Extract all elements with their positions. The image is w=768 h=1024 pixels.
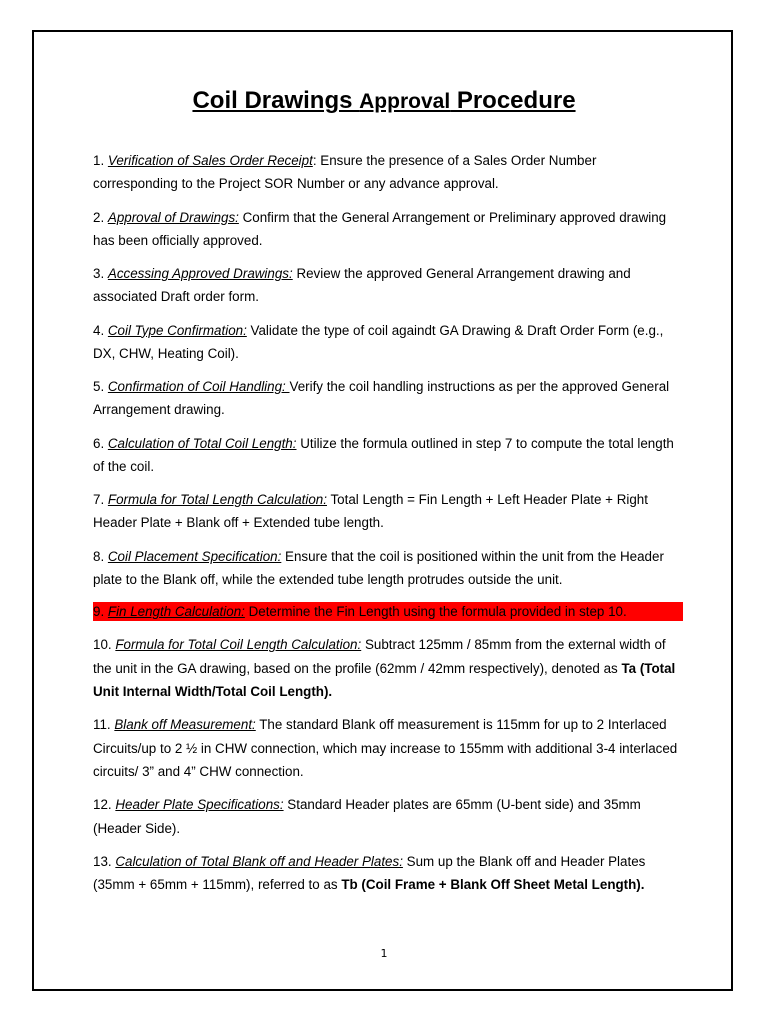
page-number: 1 — [380, 947, 388, 960]
document-title: Coil Drawings Approval Procedure — [192, 87, 576, 114]
step-11: 11. Blank off Measurement: The standard Blank off measurement is 115mm for up to 2 Interlaced Circuits/up to 2 ½ in CHW connection, which may increase to 155mm with additional 3-4 interlaced circuits/ 3” and 4” CHW connection. — [93, 717, 678, 780]
step-2: 2. Approval of Drawings: Confirm that the General Arrangement or Preliminary approved drawing has been officially approved. — [93, 209, 667, 248]
step-1: 1. Verification of Sales Order Receipt: Ensure the presence of a Sales Order Number corresponding to the Project SOR Number or any advance approval. — [93, 153, 597, 192]
step-5: 5. Confirmation of Coil Handling: Verify the coil handling instructions as per the approved General Arrangement drawing. — [93, 379, 670, 418]
step-13: 13. Calculation of Total Blank off and Header Plates: Sum up the Blank off and Header Plates (35mm + 65mm + 115mm), referred to as Tb (Coil Frame + Blank Off Sheet Metal Length). — [93, 853, 646, 893]
step-6: 6. Calculation of Total Coil Length: Utilize the formula outlined in step 7 to compute the total length of the coil. — [93, 435, 674, 474]
step-4: 4. Coil Type Confirmation: Validate the type of coil againdt GA Drawing & Draft Order Form (e.g., DX, CHW, Heating Coil). — [93, 322, 664, 361]
step-12: 12. Header Plate Specifications: Standard Header plates are 65mm (U-bent side) and 35mm (Header Side). — [93, 797, 641, 836]
step-9-highlighted: 9. Fin Length Calculation: Determine the Fin Length using the formula provided in step 10. — [93, 602, 683, 621]
step-10: 10. Formula for Total Coil Length Calculation: Subtract 125mm / 85mm from the external width of the unit in the GA drawing, based on the profile (62mm / 42mm respectively), denoted as Ta (Total Unit Internal Width/Total Coil Length). — [93, 637, 676, 700]
step-7: 7. Formula for Total Length Calculation: Total Length = Fin Length + Left Header Plate + Right Header Plate + Blank off + Extended tube length. — [93, 492, 648, 531]
procedure-steps — [93, 149, 683, 906]
step-3: 3. Accessing Approved Drawings: Review the approved General Arrangement drawing and associated Draft order form. — [93, 266, 631, 305]
step-8: 8. Coil Placement Specification: Ensure that the coil is positioned within the unit from the Header plate to the Blank off, while the extended tube length protrudes outside the unit. — [93, 548, 664, 587]
